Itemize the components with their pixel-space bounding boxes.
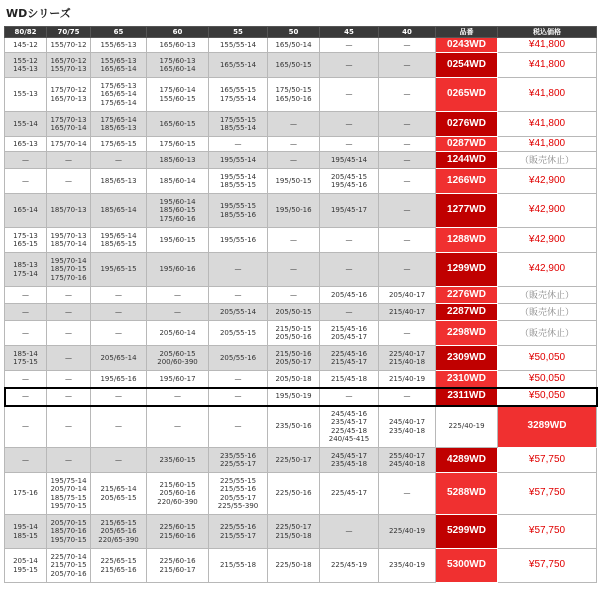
size-cell: 225/70-14 215/70-15 205/70-16 xyxy=(47,549,91,583)
table-row xyxy=(5,169,597,194)
size-cell: 235/55-16 225/55-17 xyxy=(209,448,268,473)
size-cell: — xyxy=(379,38,436,53)
size-cell: — xyxy=(91,321,147,346)
size-cell: — xyxy=(209,287,268,304)
product-code: 1244WD xyxy=(436,152,498,169)
column-header: 70/75 xyxy=(47,27,91,38)
price-cell: ¥57,750 xyxy=(498,515,597,549)
column-header: 品番 xyxy=(436,27,498,38)
size-cell: — xyxy=(47,388,91,406)
size-cell: 215/60-15 205/60-16 220/60-390 xyxy=(147,473,209,515)
size-cell: 195/70-14 185/70-15 175/70-16 xyxy=(47,253,91,287)
table-body xyxy=(5,38,597,583)
price-cell: ¥57,750 xyxy=(498,473,597,515)
price-cell: ¥42,900 xyxy=(498,194,597,228)
price-cell: ¥50,050 xyxy=(498,388,597,406)
size-cell: 155-14 xyxy=(5,112,47,137)
table-row xyxy=(5,112,597,137)
size-cell: 235/60-15 xyxy=(147,448,209,473)
size-cell: — xyxy=(5,169,47,194)
table-row xyxy=(5,78,597,112)
size-cell: — xyxy=(320,228,379,253)
size-cell: — xyxy=(91,287,147,304)
size-cell: 195/55-16 xyxy=(209,228,268,253)
table-row xyxy=(5,473,597,515)
size-cell: 175-16 xyxy=(5,473,47,515)
size-cell: — xyxy=(379,321,436,346)
size-cell: 195/60-14 185/60-15 175/60-16 xyxy=(147,194,209,228)
size-cell: — xyxy=(379,228,436,253)
price-cell: ¥50,050 xyxy=(498,371,597,388)
table-row xyxy=(5,346,597,371)
size-cell: — xyxy=(209,137,268,152)
size-cell: — xyxy=(320,78,379,112)
size-cell: 215/65-15 205/65-16 220/65-390 xyxy=(91,515,147,549)
size-cell: 225/45-17 xyxy=(320,473,379,515)
size-cell: 165/55-15 175/55-14 xyxy=(209,78,268,112)
size-cell: — xyxy=(147,406,209,448)
size-cell: 225/50-17 215/50-18 xyxy=(268,515,320,549)
size-cell: 225/60-16 215/60-17 xyxy=(147,549,209,583)
size-cell: 195/65-15 xyxy=(91,253,147,287)
table-row xyxy=(5,406,597,448)
size-cell: 215/65-14 205/65-15 xyxy=(91,473,147,515)
size-cell: — xyxy=(320,515,379,549)
size-cell: 205/45-16 xyxy=(320,287,379,304)
size-cell: 165-13 xyxy=(5,137,47,152)
size-cell: 145-12 xyxy=(5,38,47,53)
size-cell: — xyxy=(379,194,436,228)
size-cell: 185/60-14 xyxy=(147,169,209,194)
size-cell: 195/65-14 185/65-15 xyxy=(91,228,147,253)
size-cell: 225/55-15 215/55-16 205/55-17 225/55-390 xyxy=(209,473,268,515)
table-row xyxy=(5,549,597,583)
size-cell: — xyxy=(379,253,436,287)
size-cell: — xyxy=(47,287,91,304)
size-table xyxy=(4,26,597,583)
product-code: 2298WD xyxy=(436,321,498,346)
size-cell: 195/60-17 xyxy=(147,371,209,388)
size-cell: 205/70-15 185/70-16 195/70-15 xyxy=(47,515,91,549)
size-cell: 225/40-17 215/40-18 xyxy=(379,346,436,371)
page-title: WDシリーズ xyxy=(6,7,71,20)
size-cell: — xyxy=(47,371,91,388)
column-header: 55 xyxy=(209,27,268,38)
product-code: 2310WD xyxy=(436,371,498,388)
size-cell: 215/55-18 xyxy=(209,549,268,583)
size-cell: 225/50-17 xyxy=(268,448,320,473)
size-cell: 205/55-15 xyxy=(209,321,268,346)
size-cell: 175/70-12 165/70-13 xyxy=(47,78,91,112)
size-cell: — xyxy=(320,112,379,137)
size-cell: — xyxy=(47,152,91,169)
size-cell: 185/65-14 xyxy=(91,194,147,228)
size-cell: — xyxy=(91,448,147,473)
size-cell: — xyxy=(320,53,379,78)
product-code: 1277WD xyxy=(436,194,498,228)
size-cell: — xyxy=(268,152,320,169)
size-cell: — xyxy=(379,78,436,112)
product-code: 5288WD xyxy=(436,473,498,515)
column-header: 65 xyxy=(91,27,147,38)
price-cell: （販売休止） xyxy=(498,304,597,321)
size-cell: 195/50-16 xyxy=(268,194,320,228)
size-cell: 175/65-13 165/65-14 175/65-14 xyxy=(91,78,147,112)
size-cell: — xyxy=(379,112,436,137)
size-cell: 215/50-15 205/50-16 xyxy=(268,321,320,346)
size-cell: — xyxy=(5,321,47,346)
size-cell: — xyxy=(5,152,47,169)
size-cell: — xyxy=(379,169,436,194)
size-cell: 195/50-15 xyxy=(268,169,320,194)
price-cell: ¥57,750 xyxy=(498,448,597,473)
size-cell: 165/50-14 xyxy=(268,38,320,53)
product-code: 1288WD xyxy=(436,228,498,253)
size-cell: 175/70-14 xyxy=(47,137,91,152)
size-cell: 235/40-19 xyxy=(379,549,436,583)
size-cell: 155-13 xyxy=(5,78,47,112)
size-cell: — xyxy=(5,448,47,473)
table-row xyxy=(5,253,597,287)
size-cell: — xyxy=(268,253,320,287)
size-cell: 165/60-13 xyxy=(147,38,209,53)
size-cell: 205/60-14 xyxy=(147,321,209,346)
size-cell: — xyxy=(147,287,209,304)
price-cell: ¥57,750 xyxy=(498,549,597,583)
size-cell: — xyxy=(47,346,91,371)
table-row xyxy=(5,137,597,152)
price-cell: ¥42,900 xyxy=(498,253,597,287)
column-header: 税込価格 xyxy=(498,27,597,38)
product-code: 2309WD xyxy=(436,346,498,371)
table-row xyxy=(5,152,597,169)
product-code: 5300WD xyxy=(436,549,498,583)
size-cell: 195/65-16 xyxy=(91,371,147,388)
size-cell: 225/40-19 xyxy=(379,515,436,549)
table-row xyxy=(5,371,597,388)
size-cell: 195/60-16 xyxy=(147,253,209,287)
size-cell: 155/65-13 165/65-14 xyxy=(91,53,147,78)
size-cell: 185/65-13 xyxy=(91,169,147,194)
size-cell: 165/60-15 xyxy=(147,112,209,137)
size-cell: 185/60-13 xyxy=(147,152,209,169)
size-cell: 225/50-16 xyxy=(268,473,320,515)
size-cell: 155/55-14 xyxy=(209,38,268,53)
size-cell: 205/50-15 xyxy=(268,304,320,321)
price-cell: ¥41,800 xyxy=(498,112,597,137)
size-cell: 165/50-15 xyxy=(268,53,320,78)
size-cell: 205/65-14 xyxy=(91,346,147,371)
product-code: 1266WD xyxy=(436,169,498,194)
size-cell: 185/70-13 xyxy=(47,194,91,228)
size-cell: 175/60-13 165/60-14 xyxy=(147,53,209,78)
table-row-highlighted xyxy=(5,388,597,406)
size-cell: 205/55-16 xyxy=(209,346,268,371)
size-cell: 225/60-15 215/60-16 xyxy=(147,515,209,549)
size-cell: 175/65-15 xyxy=(91,137,147,152)
price-cell: ¥42,900 xyxy=(498,228,597,253)
price-cell: （販売休止） xyxy=(498,321,597,346)
header-row xyxy=(5,27,597,38)
size-cell: 175/60-15 xyxy=(147,137,209,152)
size-cell: — xyxy=(379,152,436,169)
product-code: 5299WD xyxy=(436,515,498,549)
table-row xyxy=(5,228,597,253)
size-cell: 195/45-14 xyxy=(320,152,379,169)
size-cell: — xyxy=(379,473,436,515)
size-cell: 215/45-18 xyxy=(320,371,379,388)
size-cell: — xyxy=(91,304,147,321)
size-cell: — xyxy=(268,228,320,253)
column-header: 40 xyxy=(379,27,436,38)
price-cell: ¥41,800 xyxy=(498,137,597,152)
price-cell: （販売休止） xyxy=(498,152,597,169)
size-cell: 205/60-15 200/60-390 xyxy=(147,346,209,371)
size-cell: 155/65-13 xyxy=(91,38,147,53)
size-cell: 195/55-14 xyxy=(209,152,268,169)
column-header: 50 xyxy=(268,27,320,38)
size-cell: 175/60-14 155/60-15 xyxy=(147,78,209,112)
size-cell: 195/75-14 205/70-14 185/75-15 195/70-15 xyxy=(47,473,91,515)
size-cell: — xyxy=(47,406,91,448)
size-cell: 175-13 165-15 xyxy=(5,228,47,253)
size-cell: — xyxy=(379,137,436,152)
column-header: 60 xyxy=(147,27,209,38)
size-cell: 155-12 145-13 xyxy=(5,53,47,78)
table-row xyxy=(5,287,597,304)
size-cell: 195/55-15 185/55-16 xyxy=(209,194,268,228)
size-cell: 175/65-14 185/65-13 xyxy=(91,112,147,137)
product-code: 0265WD xyxy=(436,78,498,112)
size-cell: 185-13 175-14 xyxy=(5,253,47,287)
size-cell: — xyxy=(5,388,47,406)
size-cell: 205/55-14 xyxy=(209,304,268,321)
size-cell: 225/45-19 xyxy=(320,549,379,583)
size-cell: 205-14 195-15 xyxy=(5,549,47,583)
table-row xyxy=(5,38,597,53)
size-cell: — xyxy=(147,304,209,321)
table-row xyxy=(5,321,597,346)
price-cell: ¥42,900 xyxy=(498,169,597,194)
size-cell: — xyxy=(47,169,91,194)
size-cell: — xyxy=(147,388,209,406)
size-cell: 255/40-17 245/40-18 xyxy=(379,448,436,473)
size-cell: — xyxy=(320,388,379,406)
product-code: 1299WD xyxy=(436,253,498,287)
product-code: 2311WD xyxy=(436,388,498,406)
size-cell: 205/40-17 xyxy=(379,287,436,304)
table-row xyxy=(5,53,597,78)
size-cell: 245/45-17 235/45-18 xyxy=(320,448,379,473)
size-cell: 225/65-15 215/65-16 xyxy=(91,549,147,583)
table-row xyxy=(5,304,597,321)
size-cell: 165/70-12 155/70-13 xyxy=(47,53,91,78)
size-cell: — xyxy=(5,371,47,388)
size-cell: 195/55-14 185/55-15 xyxy=(209,169,268,194)
size-cell: — xyxy=(91,406,147,448)
size-cell: — xyxy=(209,371,268,388)
size-cell: — xyxy=(320,304,379,321)
size-cell: — xyxy=(379,388,436,406)
size-cell: — xyxy=(320,253,379,287)
size-cell: — xyxy=(5,406,47,448)
size-cell: 195/70-13 185/70-14 xyxy=(47,228,91,253)
size-cell: 245/45-16 235/45-17 225/45-18 240/45-415 xyxy=(320,406,379,448)
size-cell: 195/45-17 xyxy=(320,194,379,228)
size-cell: — xyxy=(209,253,268,287)
size-cell: — xyxy=(209,406,268,448)
size-cell: 215/40-19 xyxy=(379,371,436,388)
table-row xyxy=(5,448,597,473)
size-cell: 245/40-17 235/40-18 xyxy=(379,406,436,448)
size-cell: — xyxy=(47,321,91,346)
size-cell: — xyxy=(268,287,320,304)
product-code: 2276WD xyxy=(436,287,498,304)
size-cell: 225/45-16 215/45-17 xyxy=(320,346,379,371)
size-cell: — xyxy=(5,287,47,304)
size-cell: 215/45-16 205/45-17 xyxy=(320,321,379,346)
size-cell: — xyxy=(47,448,91,473)
size-cell: — xyxy=(320,137,379,152)
size-cell: 215/40-17 xyxy=(379,304,436,321)
size-cell: — xyxy=(47,304,91,321)
price-cell: （販売休止） xyxy=(498,287,597,304)
size-cell: 195/60-15 xyxy=(147,228,209,253)
size-cell: — xyxy=(268,112,320,137)
product-code: 4289WD xyxy=(436,448,498,473)
product-code: 0276WD xyxy=(436,112,498,137)
size-cell: — xyxy=(268,137,320,152)
size-cell: — xyxy=(320,38,379,53)
size-cell: — xyxy=(379,53,436,78)
column-header: 80/82 xyxy=(5,27,47,38)
price-cell: ¥41,800 xyxy=(498,78,597,112)
size-cell: 195/50-19 xyxy=(268,388,320,406)
product-code: 0287WD xyxy=(436,137,498,152)
size-cell: 195-14 185-15 xyxy=(5,515,47,549)
size-cell: 155/70-12 xyxy=(47,38,91,53)
size-cell: 225/40-19 xyxy=(436,406,498,448)
product-code: 0254WD xyxy=(436,53,498,78)
price-cell: ¥41,800 xyxy=(498,53,597,78)
size-cell: 165-14 xyxy=(5,194,47,228)
size-cell: 165/55-14 xyxy=(209,53,268,78)
column-header: 45 xyxy=(320,27,379,38)
table-row xyxy=(5,515,597,549)
size-cell: — xyxy=(91,152,147,169)
size-cell: 205/50-18 xyxy=(268,371,320,388)
size-cell: 185-14 175-15 xyxy=(5,346,47,371)
price-cell: ¥50,050 xyxy=(498,346,597,371)
size-cell: 215/50-16 205/50-17 xyxy=(268,346,320,371)
size-cell: — xyxy=(209,388,268,406)
product-code: 3289WD xyxy=(498,406,597,448)
size-cell: 175/55-15 185/55-14 xyxy=(209,112,268,137)
size-cell: 175/70-13 165/70-14 xyxy=(47,112,91,137)
size-cell: 235/50-16 xyxy=(268,406,320,448)
price-cell: ¥41,800 xyxy=(498,38,597,53)
table-row xyxy=(5,194,597,228)
size-cell: 225/50-18 xyxy=(268,549,320,583)
size-cell: 205/45-15 195/45-16 xyxy=(320,169,379,194)
size-cell: — xyxy=(5,304,47,321)
size-cell: 225/55-16 215/55-17 xyxy=(209,515,268,549)
size-cell: 175/50-15 165/50-16 xyxy=(268,78,320,112)
size-cell: — xyxy=(91,388,147,406)
product-code: 2287WD xyxy=(436,304,498,321)
product-code: 0243WD xyxy=(436,38,498,53)
